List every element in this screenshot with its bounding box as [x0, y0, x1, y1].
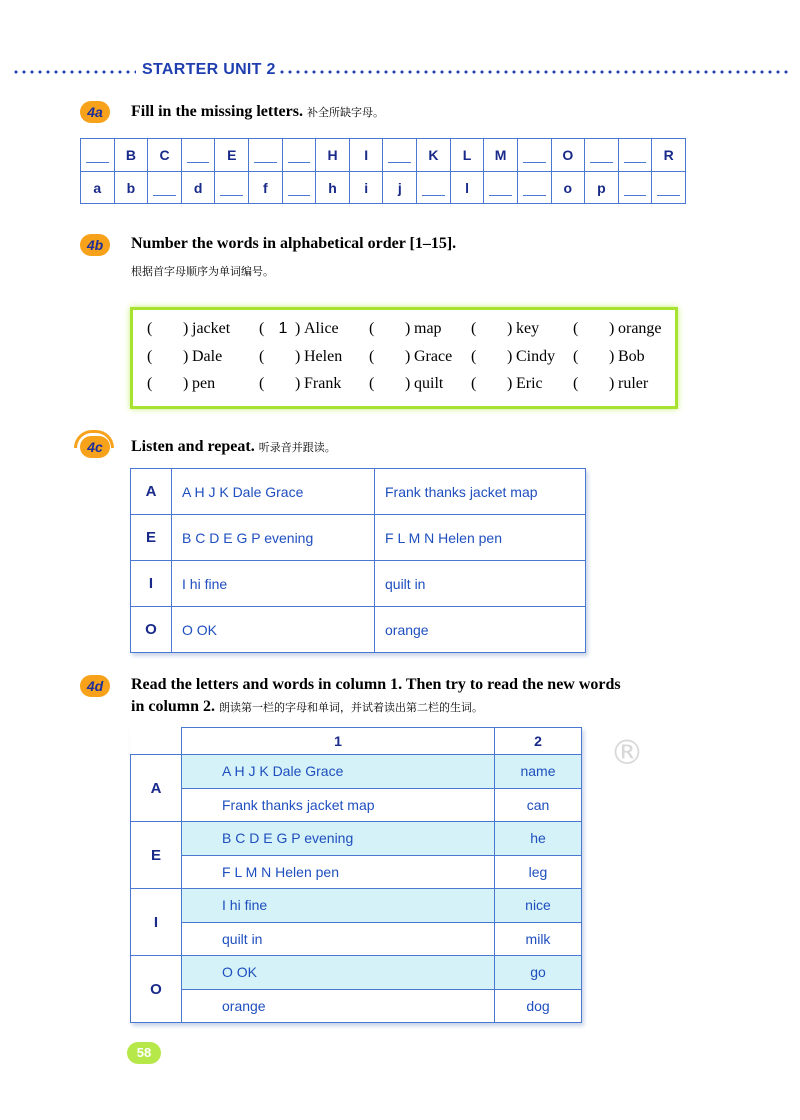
column1-cell: I hi fine — [182, 889, 495, 923]
word-cell: orange — [375, 607, 586, 653]
column1-cell: orange — [182, 989, 495, 1023]
column1-cell: O OK — [182, 956, 495, 990]
paren-close: ) — [295, 347, 301, 365]
column-header: 1 — [182, 728, 495, 755]
paren-close: ) — [609, 375, 615, 392]
instruction-4d-line2: in column 2. 朗读第一栏的字母和单词，并试着读出第二栏的生词。 — [131, 698, 484, 715]
word-label: Eric — [516, 375, 543, 392]
table-row — [131, 607, 586, 653]
column1-cell: A H J K Dale Grace — [182, 755, 495, 789]
registered-mark: ® — [610, 733, 644, 773]
letter-blank[interactable] — [518, 139, 552, 171]
letter-blank[interactable] — [484, 172, 518, 204]
word-label: map — [414, 320, 442, 337]
paren-close: ) — [609, 347, 615, 365]
letter-cell: M — [484, 139, 518, 171]
vowel-label: A — [131, 755, 182, 822]
vowel-label: I — [131, 561, 172, 607]
paren-close: ) — [183, 320, 189, 337]
letter-cell: d — [182, 172, 216, 204]
column2-cell: he — [495, 822, 582, 856]
column2-cell: go — [495, 956, 582, 990]
paren-close: ) — [295, 375, 301, 392]
table-row — [131, 515, 586, 561]
column2-cell: name — [495, 755, 582, 789]
letter-blank[interactable] — [283, 139, 317, 171]
letter-cell: f — [249, 172, 283, 204]
letter-blank[interactable] — [518, 172, 552, 204]
paren-close: ) — [183, 347, 189, 365]
word-label: pen — [192, 375, 216, 392]
letter-cell: L — [451, 139, 485, 171]
headphones-icon — [74, 430, 114, 448]
instruction-4a: Fill in the missing letters. 补全所缺字母。 — [131, 103, 384, 120]
paren-close: ) — [405, 347, 411, 365]
word-label: Grace — [414, 347, 453, 365]
header-dots-right — [278, 70, 790, 74]
paren-open: ( — [259, 320, 265, 337]
order-number-field[interactable]: 1 — [278, 320, 288, 337]
word-label: jacket — [192, 320, 231, 337]
word-label: quilt — [414, 375, 444, 392]
paren-close: ) — [183, 375, 189, 392]
paren-close: ) — [405, 375, 411, 392]
word-label: Bob — [618, 347, 645, 365]
letter-blank[interactable] — [417, 172, 451, 204]
paren-open: ( — [147, 347, 153, 365]
vowel-label: E — [131, 822, 182, 889]
column2-cell: dog — [495, 989, 582, 1023]
letter-blank[interactable] — [652, 172, 685, 204]
table-row — [131, 561, 586, 607]
read-columns-table — [130, 727, 582, 1023]
badge-4d: 4d — [80, 675, 110, 697]
table-row — [131, 822, 582, 856]
paren-open: ( — [573, 320, 579, 337]
vowel-label: I — [131, 889, 182, 956]
word-cell: I hi fine — [172, 561, 375, 607]
table-row — [131, 755, 582, 789]
letter-blank[interactable] — [585, 139, 619, 171]
instruction-4c: Listen and repeat. 听录音并跟读。 — [131, 438, 336, 455]
vowel-label: A — [131, 469, 172, 515]
letter-blank[interactable] — [383, 139, 417, 171]
paren-open: ( — [573, 347, 579, 365]
column2-cell: nice — [495, 889, 582, 923]
instruction-4d-line1: Read the letters and words in column 1. Then try to read the new words — [131, 676, 621, 693]
vowel-label: O — [131, 956, 182, 1023]
paren-close: ) — [507, 347, 513, 365]
word-cell: Frank thanks jacket map — [375, 469, 586, 515]
letter-cell: j — [383, 172, 417, 204]
listen-repeat-table — [130, 468, 586, 653]
paren-close: ) — [609, 320, 615, 337]
paren-open: ( — [471, 320, 477, 337]
instruction-4b: Number the words in alphabetical order [1–15]. — [131, 235, 457, 252]
page-number: 58 — [127, 1042, 161, 1064]
letter-blank[interactable] — [249, 139, 283, 171]
word-cell: B C D E G P evening — [172, 515, 375, 561]
letter-blank[interactable] — [619, 172, 653, 204]
paren-open: ( — [471, 375, 477, 392]
paren-open: ( — [369, 347, 375, 365]
word-order-box — [130, 307, 678, 409]
letter-blank[interactable] — [283, 172, 317, 204]
paren-close: ) — [507, 320, 513, 337]
word-cell: quilt in — [375, 561, 586, 607]
letter-cell: O — [552, 139, 586, 171]
letter-blank[interactable] — [619, 139, 653, 171]
table-row — [131, 956, 582, 990]
letter-cell: B — [115, 139, 149, 171]
paren-close: ) — [295, 320, 301, 337]
column1-cell: quilt in — [182, 922, 495, 956]
column2-cell: leg — [495, 855, 582, 889]
word-label: orange — [618, 320, 662, 337]
corner-cell — [131, 728, 182, 755]
word-label: Helen — [304, 347, 343, 365]
letter-blank[interactable] — [81, 139, 115, 171]
paren-open: ( — [147, 320, 153, 337]
table-row — [131, 922, 582, 956]
letters-grid — [80, 138, 686, 204]
table-row — [131, 889, 582, 923]
table-row — [131, 855, 582, 889]
letter-cell: K — [417, 139, 451, 171]
letter-cell: E — [215, 139, 249, 171]
letter-cell: a — [81, 172, 115, 204]
header-dots-left — [12, 70, 136, 74]
paren-close: ) — [405, 320, 411, 337]
paren-open: ( — [471, 347, 477, 365]
paren-open: ( — [259, 375, 265, 392]
word-label: ruler — [618, 375, 649, 392]
uppercase-row — [81, 139, 685, 172]
column2-cell: can — [495, 788, 582, 822]
paren-open: ( — [369, 320, 375, 337]
word-label: Cindy — [516, 347, 556, 365]
table-row — [131, 788, 582, 822]
vowel-label: O — [131, 607, 172, 653]
letter-cell: b — [115, 172, 149, 204]
column-header: 2 — [495, 728, 582, 755]
paren-open: ( — [147, 375, 153, 392]
column1-cell: F L M N Helen pen — [182, 855, 495, 889]
letter-cell: R — [663, 147, 674, 163]
unit-title: STARTER UNIT 2 — [142, 61, 276, 78]
table-row — [131, 989, 582, 1023]
letter-cell: h — [316, 172, 350, 204]
lowercase-row — [81, 172, 685, 204]
paren-open: ( — [573, 375, 579, 392]
table-row — [131, 469, 586, 515]
word-label: Frank — [304, 375, 342, 392]
paren-close: ) — [507, 375, 513, 392]
word-cell: A H J K Dale Grace — [172, 469, 375, 515]
vowel-label: E — [131, 515, 172, 561]
badge-4c: 4c — [80, 436, 110, 458]
letter-blank[interactable] — [182, 139, 216, 171]
word-cell: O OK — [172, 607, 375, 653]
column1-cell: Frank thanks jacket map — [182, 788, 495, 822]
word-label: key — [516, 320, 540, 337]
header-row — [131, 728, 582, 755]
letter-cell: H — [316, 139, 350, 171]
letter-cell: C — [148, 139, 182, 171]
word-cell: F L M N Helen pen — [375, 515, 586, 561]
letter-cell: i — [350, 172, 384, 204]
badge-4b: 4b — [80, 234, 110, 256]
letter-cell: I — [350, 139, 384, 171]
instruction-4b-zh: 根据首字母顺序为单词编号。 — [131, 265, 274, 278]
letter-cell: o — [552, 172, 586, 204]
word-label: Alice — [304, 320, 339, 337]
column1-cell: B C D E G P evening — [182, 822, 495, 856]
badge-4a: 4a — [80, 101, 110, 123]
letter-cell: p — [585, 172, 619, 204]
letter-blank[interactable] — [148, 172, 182, 204]
column2-cell: milk — [495, 922, 582, 956]
paren-open: ( — [259, 347, 265, 365]
paren-open: ( — [369, 375, 375, 392]
letter-blank[interactable] — [215, 172, 249, 204]
letter-cell: l — [451, 172, 485, 204]
word-label: Dale — [192, 347, 223, 365]
